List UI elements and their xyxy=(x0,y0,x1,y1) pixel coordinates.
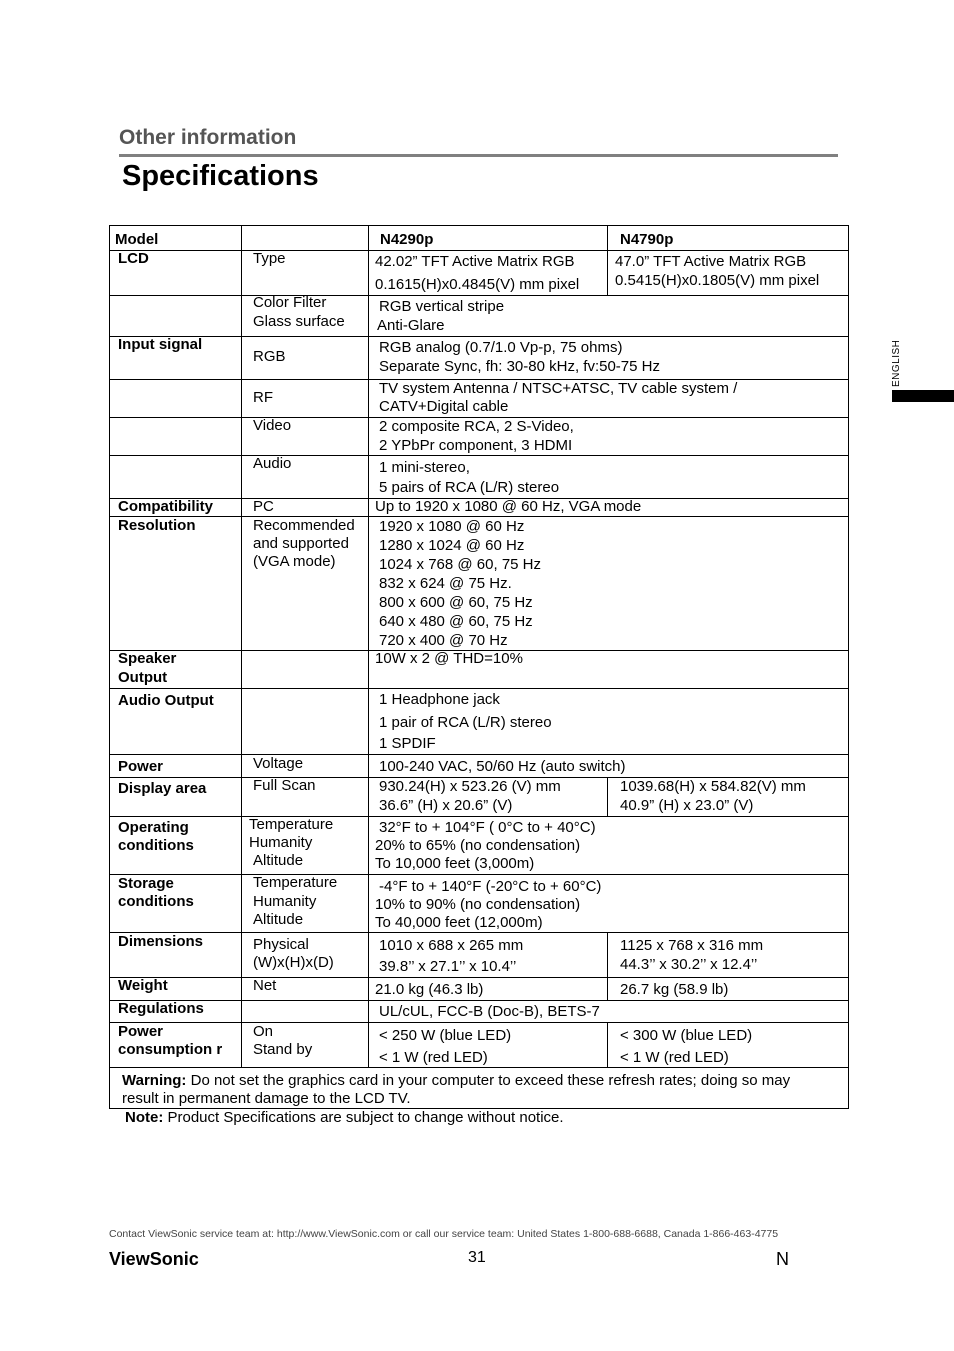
footer-contact: Contact ViewSonic service team at: http://www.ViewSonic.com or call our service team: United States 1-800-688-6688, Canada 1-866-463-4775 xyxy=(109,1228,779,1240)
language-tab xyxy=(880,331,910,387)
section-rule xyxy=(119,154,838,157)
value-voltage: 100-240 VAC, 50/60 Hz (auto switch) xyxy=(379,758,626,775)
row-label-speaker: Speaker xyxy=(118,650,177,667)
row-label-storage-conditions: conditions xyxy=(118,893,194,910)
sub-label-rf: RF xyxy=(253,389,273,406)
page-title: Specifications xyxy=(122,160,319,192)
sub-label-temperature: Temperature xyxy=(253,874,338,891)
value-display-m1-line1: 930.24(H) x 523.26 (V) mm xyxy=(379,778,561,795)
sub-label-stand-by: Stand by xyxy=(253,1041,313,1058)
value-storage-temperature: -4°F to + 140°F (-20°C to + 60°C) xyxy=(379,878,602,895)
sub-label-voltage: Voltage xyxy=(253,755,304,772)
page-letter: N xyxy=(776,1249,789,1269)
row-divider xyxy=(110,874,848,875)
row-label-operating: Operating xyxy=(118,819,189,836)
resolution-mode: 720 x 400 @ 70 Hz xyxy=(379,632,508,649)
warning-label: Warning: xyxy=(122,1072,187,1089)
value-display-m2-line2: 40.9” (H) x 23.0” (V) xyxy=(620,797,754,814)
row-label-dimensions: Dimensions xyxy=(118,933,204,950)
note-label: Note: xyxy=(125,1109,164,1126)
row-label-display-area: Display area xyxy=(118,780,207,797)
value-video-line2: 2 YPbPr component, 3 HDMI xyxy=(379,437,573,454)
row-divider xyxy=(110,932,848,933)
row-divider xyxy=(110,977,848,978)
header-n4790p: N4790p xyxy=(620,231,674,248)
row-divider xyxy=(110,688,848,689)
value-rf-line1: TV system Antenna / NTSC+ATSC, TV cable system / xyxy=(379,380,738,397)
warning-line1 xyxy=(122,1071,790,1090)
sub-label-whd: (W)x(H)x(D) xyxy=(253,954,334,971)
value-audio-line2: 5 pairs of RCA (L/R) stereo xyxy=(379,479,560,496)
value-compatibility: Up to 1920 x 1080 @ 60 Hz, VGA mode xyxy=(375,498,642,515)
sub-label-and-supported: and supported xyxy=(253,535,349,552)
sub-label-vga-mode: (VGA mode) xyxy=(253,553,336,570)
sub-label-humanity: Humanity xyxy=(253,893,317,910)
value-display-m2-line1: 1039.68(H) x 584.82(V) mm xyxy=(620,778,806,795)
row-label-weight: Weight xyxy=(118,977,168,994)
value-storage-humanity: 10% to 90% (no condensation) xyxy=(375,896,581,913)
value-consumption-m1-on: < 250 W (blue LED) xyxy=(379,1027,512,1044)
value-dimensions-m1-line1: 1010 x 688 x 265 mm xyxy=(379,937,524,954)
value-dimensions-m2-line1: 1125 x 768 x 316 mm xyxy=(620,937,764,954)
row-label-regulations: Regulations xyxy=(118,1000,204,1017)
value-lcd-m1-line1: 42.02” TFT Active Matrix RGB xyxy=(375,253,575,270)
language-label: ENGLISH xyxy=(891,339,902,387)
value-weight-m1: 21.0 kg (46.3 lb) xyxy=(375,981,484,998)
sub-label-on: On xyxy=(253,1023,274,1040)
value-rf-line2: CATV+Digital cable xyxy=(379,398,509,415)
row-divider xyxy=(110,754,848,755)
row-divider xyxy=(110,250,848,251)
value-weight-m2: 26.7 kg (58.9 lb) xyxy=(620,981,729,998)
value-audio-output-line2: 1 pair of RCA (L/R) stereo xyxy=(379,714,552,731)
sub-label-rgb: RGB xyxy=(253,348,286,365)
row-label-audio-output: Audio Output xyxy=(118,692,214,709)
warning-line2: result in permanent damage to the LCD TV. xyxy=(122,1090,411,1107)
value-rgb-line2: Separate Sync, fh: 30-80 kHz, fv:50-75 Hz xyxy=(379,358,660,375)
row-divider xyxy=(110,816,848,817)
value-video-line1: 2 composite RCA, 2 S-Video, xyxy=(379,418,574,435)
col-divider xyxy=(607,226,608,295)
resolution-mode: 1280 x 1024 @ 60 Hz xyxy=(379,537,525,554)
row-divider xyxy=(110,295,848,296)
value-rgb-line1: RGB analog (0.7/1.0 Vp-p, 75 ohms) xyxy=(379,339,623,356)
col-divider xyxy=(607,777,608,816)
row-label-power-consumption: Power xyxy=(118,1023,164,1040)
value-audio-output-line1: 1 Headphone jack xyxy=(379,691,500,708)
value-consumption-m2-standby: < 1 W (red LED) xyxy=(620,1049,729,1066)
note xyxy=(125,1108,564,1127)
sub-label-temperature: Temperature xyxy=(249,816,334,833)
row-label-input-signal: Input signal xyxy=(118,336,203,353)
value-storage-altitude: To 40,000 feet (12,000m) xyxy=(375,914,543,931)
sub-label-full-scan: Full Scan xyxy=(253,777,316,794)
row-divider xyxy=(110,1022,848,1023)
sub-label-net: Net xyxy=(253,977,277,994)
value-operating-humanity: 20% to 65% (no condensation) xyxy=(375,837,581,854)
resolution-mode: 1024 x 768 @ 60, 75 Hz xyxy=(379,556,541,573)
value-glass-surface: Anti-Glare xyxy=(377,317,445,334)
sub-label-humanity: Humanity xyxy=(249,834,313,851)
row-label-consumption: consumption r xyxy=(118,1041,223,1058)
value-lcd-m1-line2: 0.1615(H)x0.4845(V) mm pixel xyxy=(375,276,580,293)
page-number: 31 xyxy=(468,1249,486,1266)
value-lcd-m2-line1: 47.0” TFT Active Matrix RGB xyxy=(615,253,807,270)
sub-label-video: Video xyxy=(253,417,292,434)
sub-label-audio: Audio xyxy=(253,455,292,472)
note-text: Product Specifications are subject to change without notice. xyxy=(163,1109,564,1126)
sub-label-pc: PC xyxy=(253,498,274,515)
value-speaker-output: 10W x 2 @ THD=10% xyxy=(375,650,523,667)
section-heading: Other information xyxy=(119,126,297,149)
value-lcd-m2-line2: 0.5415(H)x0.1805(V) mm pixel xyxy=(615,272,820,289)
sub-label-recommended: Recommended xyxy=(253,517,355,534)
sub-label-altitude: Altitude xyxy=(253,911,304,928)
row-label-resolution: Resolution xyxy=(118,517,196,534)
header-n4290p: N4290p xyxy=(380,231,434,248)
row-label-storage: Storage xyxy=(118,875,174,892)
header-model: Model xyxy=(115,231,159,248)
col-divider xyxy=(607,932,608,1000)
col-divider xyxy=(607,1022,608,1067)
value-dimensions-m2-line2: 44.3’’ x 30.2’’ x 12.4’’ xyxy=(620,956,758,973)
row-label-operating-conditions: conditions xyxy=(118,837,194,854)
value-consumption-m2-on: < 300 W (blue LED) xyxy=(620,1027,753,1044)
row-label-lcd: LCD xyxy=(118,250,149,267)
row-divider xyxy=(110,1067,848,1068)
col-divider xyxy=(368,226,369,1067)
language-tab-bar xyxy=(892,390,954,402)
value-regulations: UL/cUL, FCC-B (Doc-B), BETS-7 xyxy=(379,1003,600,1020)
resolution-mode: 640 x 480 @ 60, 75 Hz xyxy=(379,613,533,630)
warning-text: Do not set the graphics card in your computer to exceed these refresh rates; doing so may xyxy=(186,1072,791,1089)
resolution-mode: 800 x 600 @ 60, 75 Hz xyxy=(379,594,533,611)
col-divider xyxy=(241,226,242,1067)
sub-label-physical: Physical xyxy=(253,936,309,953)
row-label-compatibility: Compatibility xyxy=(118,498,214,515)
value-display-m1-line2: 36.6” (H) x 20.6” (V) xyxy=(379,797,513,814)
value-color-filter: RGB vertical stripe xyxy=(379,298,505,315)
sub-label-color-filter: Color Filter xyxy=(253,294,327,311)
row-divider xyxy=(110,455,848,456)
brand-name: ViewSonic xyxy=(109,1249,199,1269)
value-audio-line1: 1 mini-stereo, xyxy=(379,459,470,476)
row-label-speaker-output: Output xyxy=(118,669,168,686)
value-audio-output-line3: 1 SPDIF xyxy=(379,735,436,752)
row-divider xyxy=(110,336,848,337)
row-label-power: Power xyxy=(118,758,164,775)
row-divider xyxy=(110,1000,848,1001)
resolution-mode: 1920 x 1080 @ 60 Hz xyxy=(379,518,525,535)
resolution-mode: 832 x 624 @ 75 Hz. xyxy=(379,575,512,592)
value-operating-altitude: To 10,000 feet (3,000m) xyxy=(375,855,535,872)
value-operating-temperature: 32°F to + 104°F ( 0°C to + 40°C) xyxy=(379,819,596,836)
value-dimensions-m1-line2: 39.8’’ x 27.1’’ x 10.4’’ xyxy=(379,958,517,975)
value-consumption-m1-standby: < 1 W (red LED) xyxy=(379,1049,488,1066)
sub-label-glass-surface: Glass surface xyxy=(253,313,345,330)
sub-label-type: Type xyxy=(253,250,286,267)
sub-label-altitude: Altitude xyxy=(253,852,304,869)
